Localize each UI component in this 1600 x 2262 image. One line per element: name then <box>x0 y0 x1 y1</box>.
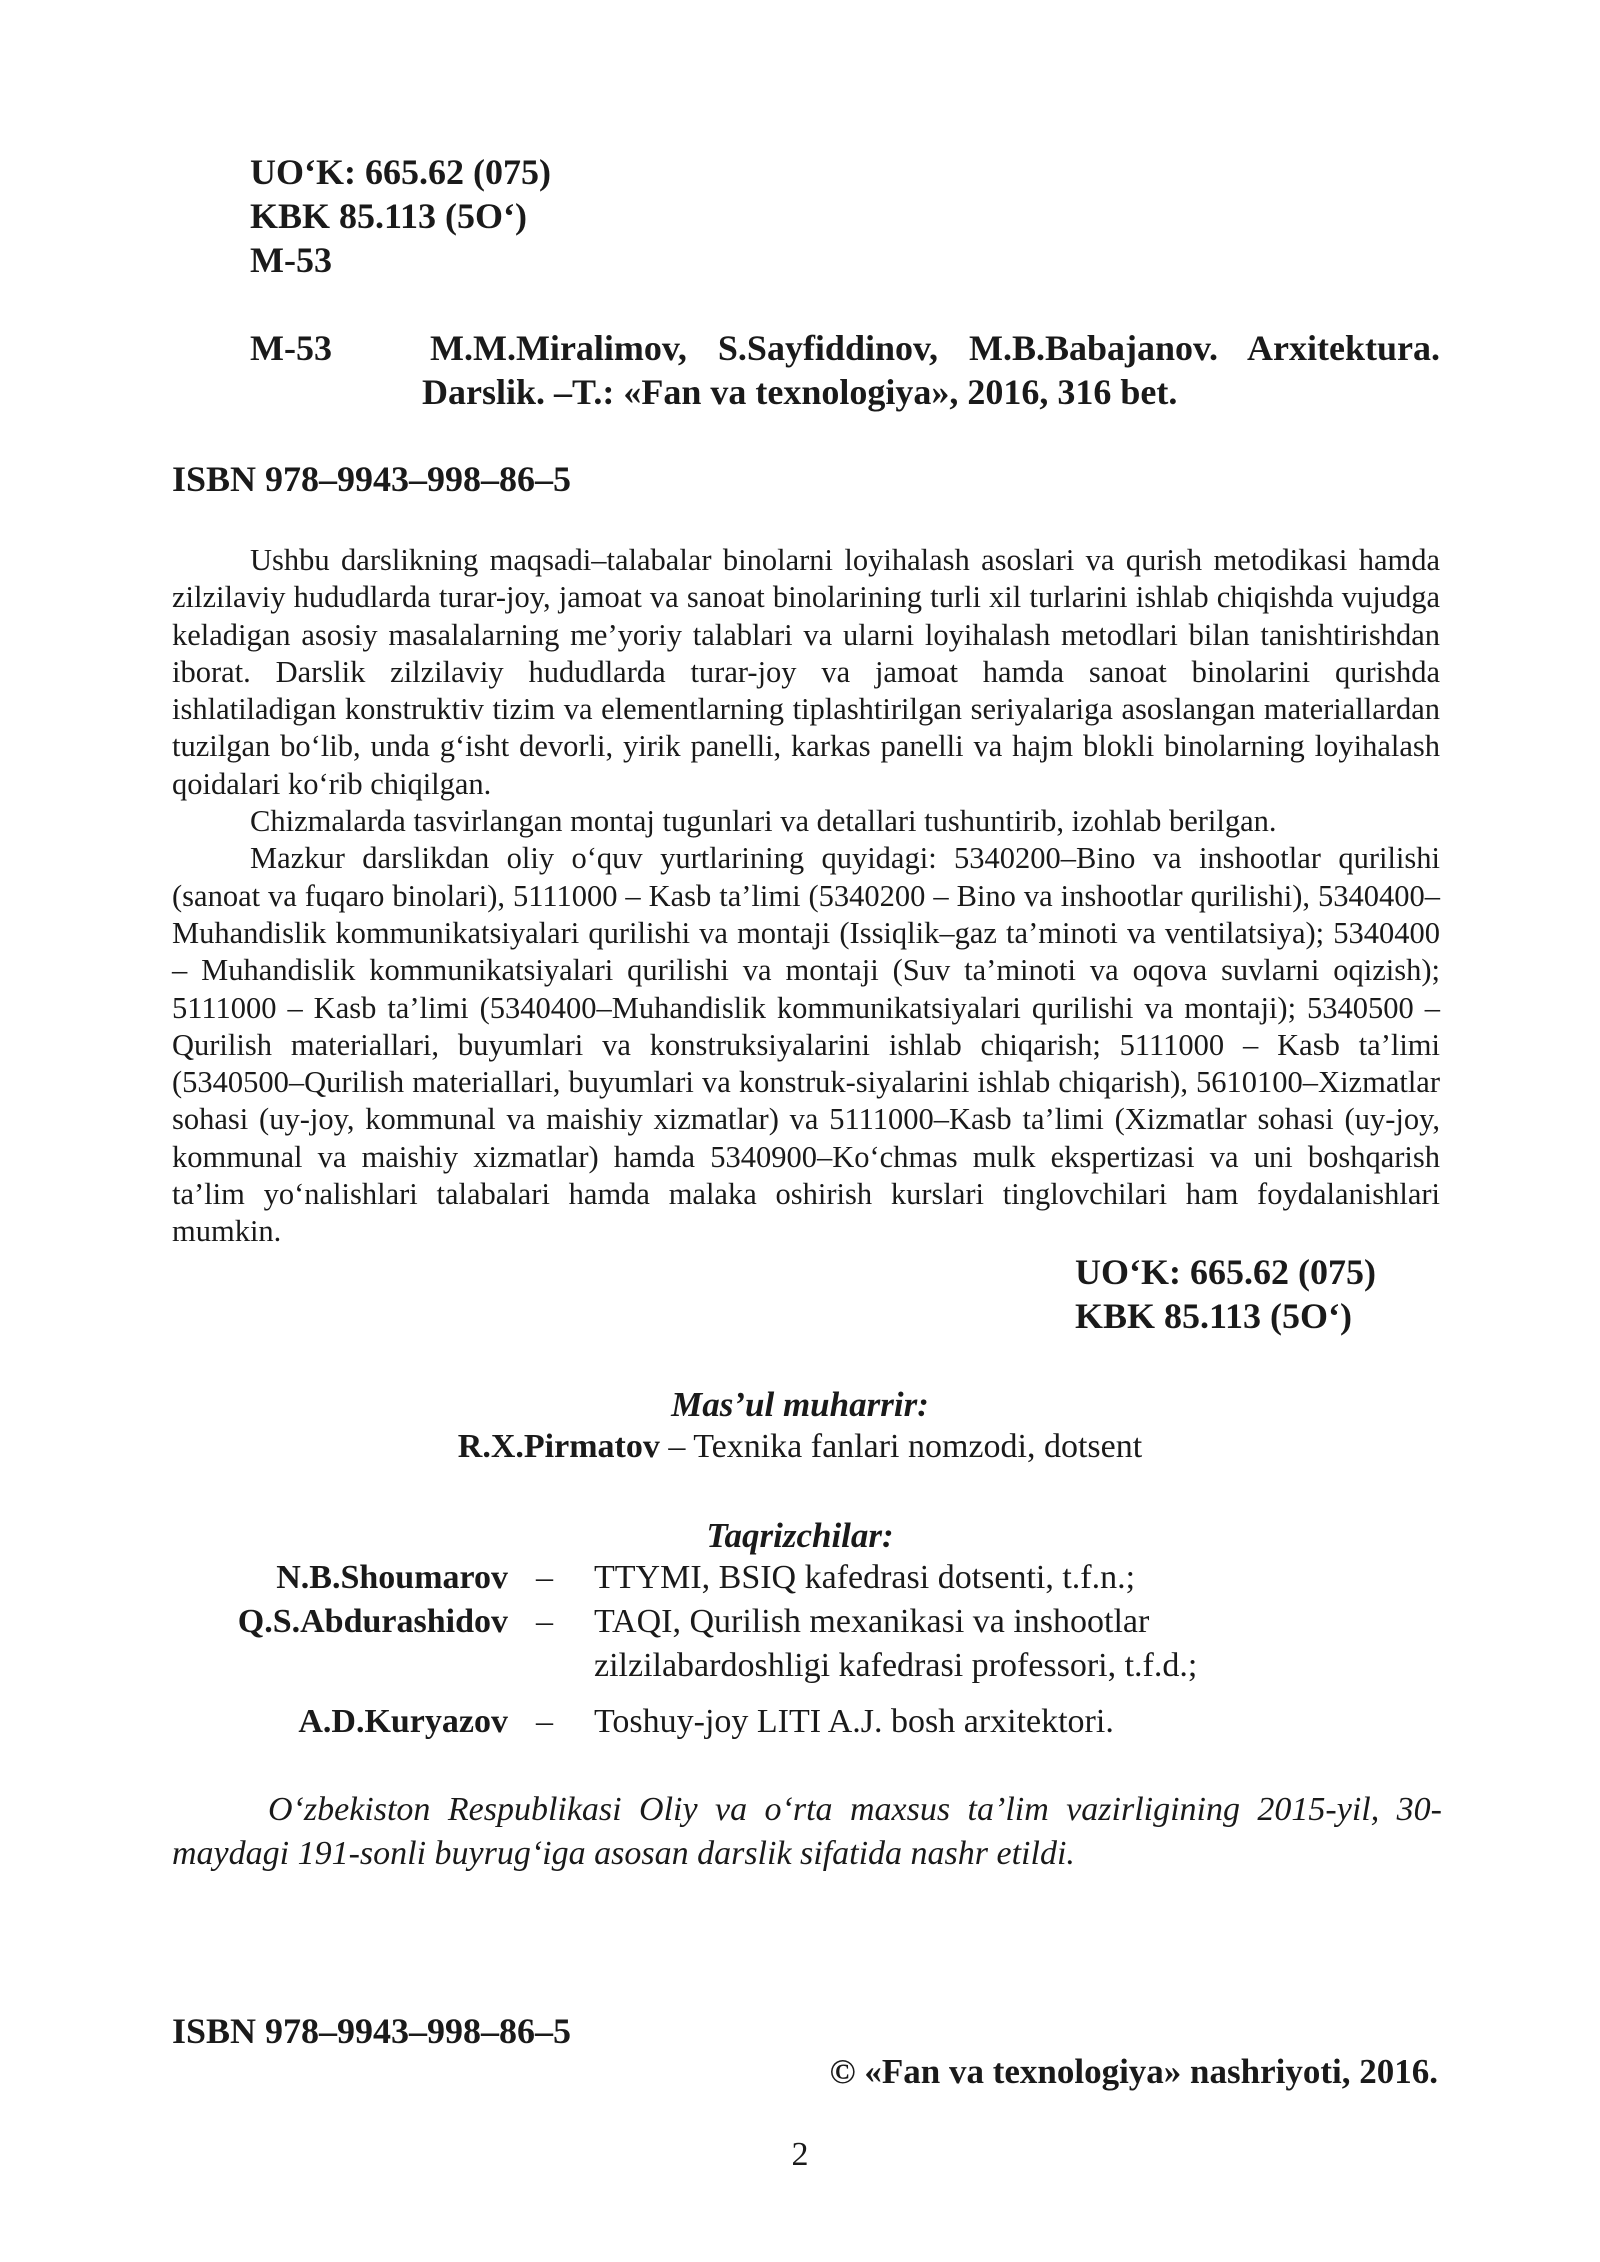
abstract-paragraph: Ushbu darslikning maqsadi–talabalar binolarni loyihalash asoslari va qurish metodikasi hamda zilzilaviy hududlarda turar-joy, jamoat va sanoat binolarining turli xil turlarini ishlab chiqishda vujudga keladigan asosiy masalalarning me’yoriy talablari va ularni loyihalash metodlari bilan tanishtirishdan iborat. Darslik zilzilaviy hududlarda turar-joy va jamoat hamda sanoat binolarini qurishda ishlatiladigan konstruktiv tizim va elementlarning tiplashtirilgan seriyalariga asoslangan materiallardan tuzilgan bo‘lib, unda g‘isht devorli, yirik panelli, karkas panelli va hajm blokli binolarning loyihalash qoidalari ko‘rib chiqilgan. <box>172 543 1440 801</box>
isbn-top: ISBN 978–9943–998–86–5 <box>172 459 572 499</box>
reviewer-description: Toshuy-joy LITI A.J. bosh arxitektori. <box>594 1703 1114 1740</box>
editor-description: – Texnika fanlari nomzodi, dotsent <box>659 1428 1143 1465</box>
isbn-bottom: ISBN 978–9943–998–86–5 <box>172 2011 572 2051</box>
abstract-paragraph: Chizmalarda tasvirlangan montaj tugunlari va detallari tushuntirib, izohlab berilgan. <box>250 804 1277 839</box>
editor-line <box>0 1428 1600 1466</box>
author-mark: M-53 <box>250 240 332 280</box>
udc-code: UO‘K: 665.62 (075) <box>250 152 551 192</box>
catalog-code: M-53 <box>250 328 332 368</box>
classification-codes-right <box>1075 1250 1376 1338</box>
catalog-authors-title: M.M.Miralimov, S.Sayfiddinov, M.B.Babajanov. Arxitektura. <box>430 328 1440 368</box>
publication-order-text: O‘zbekiston Respublikasi Oliy va o‘rta maxsus ta’lim vazirligining 2015-yil, 30-maydagi 191-sonli buyrug‘iga asosan darslik sifatida nashr etildi. <box>172 1791 1442 1872</box>
udc-code: UO‘K: 665.62 (075) <box>1075 1252 1376 1292</box>
publication-order <box>172 1788 1442 1876</box>
bbk-code: KBK 85.113 (5O‘) <box>1075 1296 1352 1336</box>
classification-codes <box>250 150 551 282</box>
reviewer-dash: – <box>536 1559 553 1596</box>
reviewer-name: Q.S.Abdurashidov <box>237 1603 508 1640</box>
reviewer-description: TAQI, Qurilish mexanikasi va inshootlar zilzilabardoshligi kafedrasi professori, t.f.d.; <box>594 1603 1198 1684</box>
copyright: © «Fan va texnologiya» nashriyoti, 2016. <box>829 2052 1438 2091</box>
bbk-code: KBK 85.113 (5O‘) <box>250 196 527 236</box>
reviewer-name: A.D.Kuryazov <box>298 1703 508 1740</box>
editor-name: R.X.Pirmatov <box>457 1428 660 1465</box>
editor-heading: Mas’ul muharrir: <box>671 1385 929 1424</box>
abstract-paragraph: Mazkur darslikdan oliy o‘quv yurtlarining quyidagi: 5340200–Bino va inshootlar qurilishi (sanoat va fuqaro binolari), 5111000 – Kasb ta’limi (5340200 – Bino va inshootlar qurilishi), 5340400–Muhandislik kommunikatsiyalari qurilishi va montaji (Issiqlik–gaz ta’minoti va ventilatsiya); 5340400 – Muhandislik kommunikatsiyalari qurilishi va montaji (Suv ta’minoti va oqova suvlarni oqizish); 5111000 – Kasb ta’limi (5340400–Muhandislik kommunikatsiyalari qurilishi va montaji); 5340500 – Qurilish materiallari, buyumlari va konstruksiyalarini ishlab chiqarish; 5111000 – Kasb ta’limi (5340500–Qurilish materiallari, buyumlari va konstruk-siyalarini ishlab chiqarish), 5610100–Xizmatlar sohasi (uy-joy, kommunal va maishiy xizmatlar) va 5111000–Kasb ta’limi (Xizmatlar sohasi (uy-joy, kommunal va maishiy xizmatlar) hamda 5340900–Ko‘chmas mulk ekspertizasi va uni boshqarish ta’lim yo‘nalishlari talabalari hamda malaka oshirish kurslari tinglovchilari ham foydalanishlari mumkin. <box>172 841 1440 1249</box>
catalog-publication-info: Darslik. –T.: «Fan va texnologiya», 2016, 316 bet. <box>422 372 1178 412</box>
reviewer-dash: – <box>536 1703 553 1740</box>
reviewer-name: N.B.Shoumarov <box>276 1559 508 1596</box>
reviewer-dash: – <box>536 1603 553 1640</box>
abstract <box>172 542 1440 1251</box>
reviewer-description: TTYMI, BSIQ kafedrasi dotsenti, t.f.n.; <box>594 1559 1136 1596</box>
page-number: 2 <box>791 2136 809 2173</box>
reviewers-heading: Taqrizchilar: <box>706 1516 894 1555</box>
